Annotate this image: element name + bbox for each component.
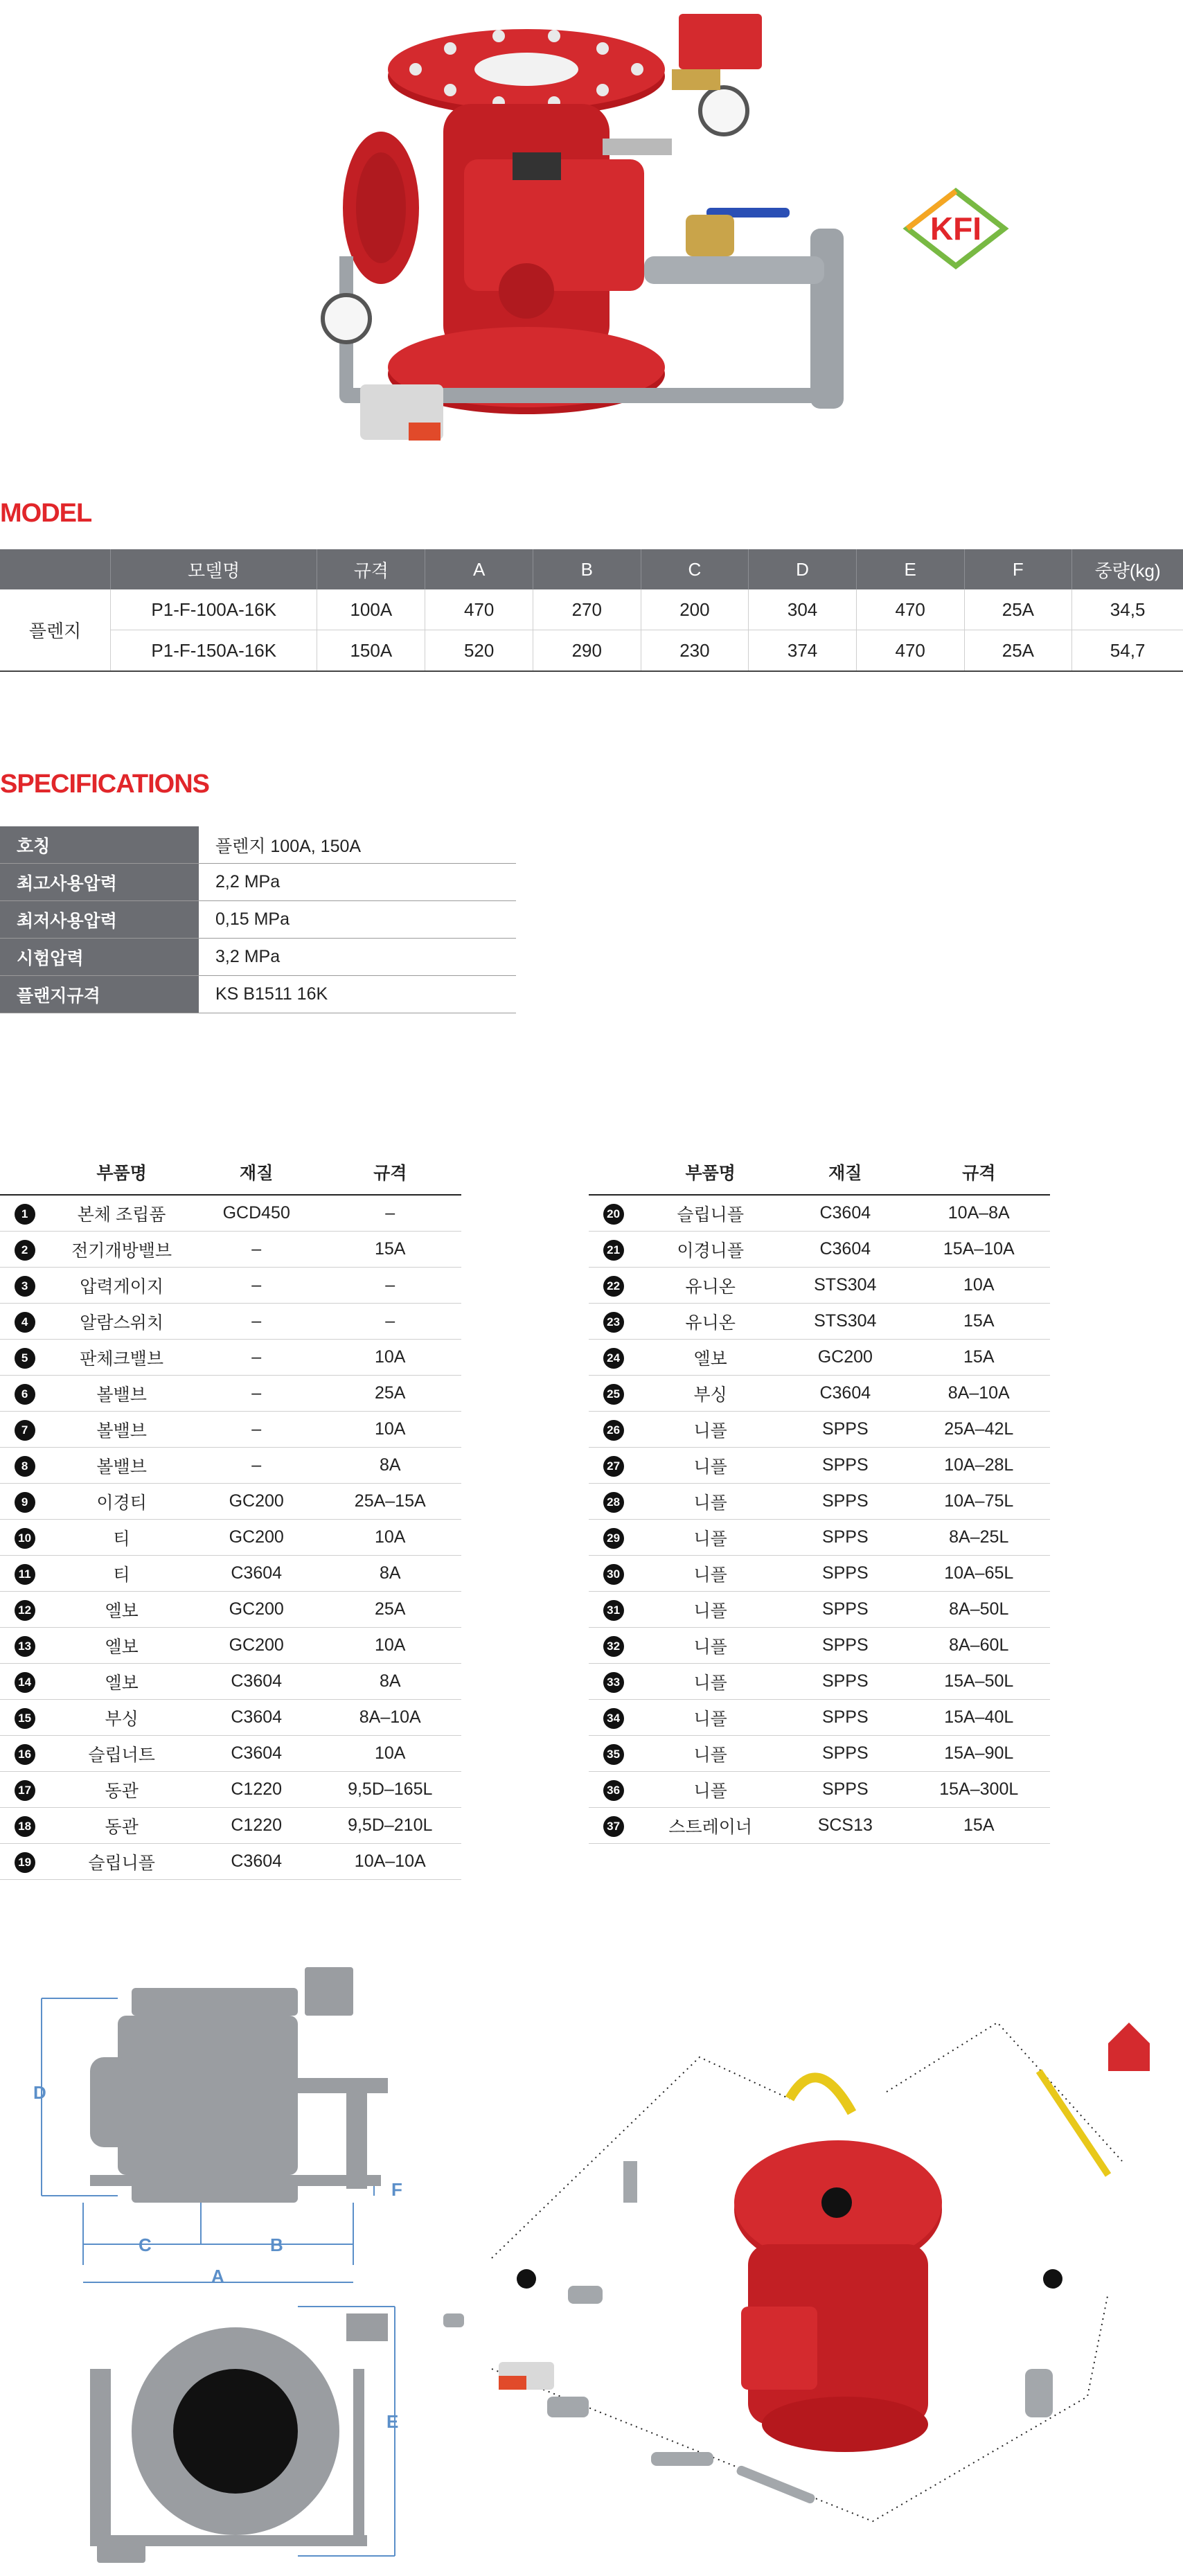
spec-row: [0, 939, 516, 976]
part-number-badge: 14: [15, 1672, 35, 1693]
part-number-cell: [589, 1484, 638, 1520]
part-mat: SPPS: [783, 1592, 907, 1628]
model-cell: P1-F-100A-16K: [111, 589, 317, 630]
part-mat: SPPS: [783, 1412, 907, 1448]
dimension-drawing-side: [28, 1967, 416, 2286]
spec-row: [0, 826, 516, 864]
part-spec: 15A–300L: [908, 1772, 1050, 1808]
part-mat: C1220: [194, 1772, 319, 1808]
part-number-badge: 35: [603, 1744, 624, 1765]
parts-row: [0, 1628, 461, 1664]
part-name: 엘보: [49, 1664, 194, 1700]
parts-row: [0, 1232, 461, 1268]
spec-row: [0, 901, 516, 939]
parts-row: [0, 1736, 461, 1772]
part-name: 티: [49, 1556, 194, 1592]
model-cell: 470: [856, 589, 964, 630]
part-name: 압력게이지: [49, 1268, 194, 1304]
part-number-badge: 32: [603, 1636, 624, 1657]
part-mat: SPPS: [783, 1556, 907, 1592]
part-mat: SPPS: [783, 1664, 907, 1700]
model-header-cell: 규격: [317, 549, 425, 589]
part-mat: C3604: [783, 1195, 907, 1232]
spec-label: 시험압력: [0, 939, 199, 976]
part-name: 전기개방밸브: [49, 1232, 194, 1268]
part-name: 엘보: [638, 1340, 783, 1376]
part-number-badge: 15: [15, 1708, 35, 1729]
part-name: 니플: [638, 1592, 783, 1628]
part-number-cell: [0, 1268, 49, 1304]
parts-header-cell: 규격: [908, 1150, 1050, 1195]
part-number-cell: [0, 1195, 49, 1232]
part-mat: –: [194, 1412, 319, 1448]
spec-row: [0, 976, 516, 1013]
part-number-cell: [0, 1628, 49, 1664]
part-mat: GC200: [194, 1592, 319, 1628]
part-spec: 8A–10A: [319, 1700, 461, 1736]
part-name: 볼밸브: [49, 1448, 194, 1484]
part-name: 니플: [638, 1412, 783, 1448]
parts-table-left: [0, 1150, 461, 1880]
part-name: 유니온: [638, 1304, 783, 1340]
model-cell: 25A: [964, 630, 1072, 672]
part-name: 니플: [638, 1556, 783, 1592]
part-number-cell: [589, 1520, 638, 1556]
parts-row: [589, 1412, 1050, 1448]
spec-row: [0, 864, 516, 901]
model-row: [0, 630, 1183, 672]
part-number-cell: [589, 1664, 638, 1700]
part-name: 부싱: [638, 1376, 783, 1412]
part-number-badge: 9: [15, 1492, 35, 1513]
parts-row: [0, 1268, 461, 1304]
parts-row: [589, 1772, 1050, 1808]
part-mat: SPPS: [783, 1520, 907, 1556]
part-number-badge: 22: [603, 1276, 624, 1297]
spec-label: 플랜지규격: [0, 976, 199, 1013]
spec-value: KS B1511 16K: [199, 976, 516, 1013]
part-mat: C3604: [194, 1700, 319, 1736]
part-name: 니플: [638, 1772, 783, 1808]
part-number-cell: [589, 1700, 638, 1736]
part-mat: –: [194, 1448, 319, 1484]
part-mat: SPPS: [783, 1484, 907, 1520]
dimension-drawing-top: [69, 2286, 429, 2563]
part-number-badge: 28: [603, 1492, 624, 1513]
part-spec: 10A: [319, 1628, 461, 1664]
parts-row: [589, 1520, 1050, 1556]
parts-header-cell: 부품명: [49, 1150, 194, 1195]
parts-row: [0, 1592, 461, 1628]
parts-row: [589, 1700, 1050, 1736]
part-mat: SCS13: [783, 1808, 907, 1844]
parts-row: [589, 1736, 1050, 1772]
part-mat: C3604: [783, 1376, 907, 1412]
part-spec: 15A–90L: [908, 1736, 1050, 1772]
model-cell: 54,7: [1072, 630, 1183, 672]
part-spec: 15A: [908, 1340, 1050, 1376]
part-name: 동관: [49, 1772, 194, 1808]
part-number-badge: 10: [15, 1528, 35, 1549]
parts-header-cell: 재질: [194, 1150, 319, 1195]
part-number-badge: 37: [603, 1816, 624, 1837]
model-cell: 470: [425, 589, 533, 630]
part-mat: GC200: [194, 1484, 319, 1520]
model-group-label: 플렌지: [0, 589, 111, 671]
part-number-badge: 23: [603, 1312, 624, 1333]
part-number-badge: 31: [603, 1600, 624, 1621]
parts-row: [0, 1808, 461, 1844]
part-number-cell: [589, 1556, 638, 1592]
part-name: 니플: [638, 1448, 783, 1484]
parts-row: [0, 1376, 461, 1412]
part-spec: 8A–10A: [908, 1376, 1050, 1412]
part-spec: 10A–65L: [908, 1556, 1050, 1592]
model-header-cell: F: [964, 549, 1072, 589]
parts-row: [589, 1664, 1050, 1700]
part-name: 니플: [638, 1664, 783, 1700]
part-name: 스트레이너: [638, 1808, 783, 1844]
part-spec: 10A–10A: [319, 1844, 461, 1880]
part-name: 엘보: [49, 1628, 194, 1664]
part-spec: 8A–25L: [908, 1520, 1050, 1556]
parts-row: [0, 1772, 461, 1808]
spec-label: 호칭: [0, 826, 199, 864]
part-spec: 8A–60L: [908, 1628, 1050, 1664]
model-cell: 34,5: [1072, 589, 1183, 630]
part-name: 유니온: [638, 1268, 783, 1304]
part-number-badge: 20: [603, 1204, 624, 1225]
parts-header-row: [589, 1150, 1050, 1195]
part-number-cell: [0, 1844, 49, 1880]
parts-row: [589, 1304, 1050, 1340]
part-number-badge: 12: [15, 1600, 35, 1621]
part-number-badge: 6: [15, 1384, 35, 1405]
part-number-badge: 27: [603, 1456, 624, 1477]
part-number-badge: 8: [15, 1456, 35, 1477]
parts-row: [0, 1340, 461, 1376]
parts-header-cell: 재질: [783, 1150, 907, 1195]
part-spec: 25A–15A: [319, 1484, 461, 1520]
part-number-badge: 7: [15, 1420, 35, 1441]
dim-label-d: D: [33, 2082, 46, 2103]
dim-label-a: A: [211, 2266, 224, 2286]
part-number-badge: 1: [15, 1204, 35, 1225]
part-spec: 25A: [319, 1376, 461, 1412]
part-number-badge: 4: [15, 1312, 35, 1333]
model-cell: 270: [533, 589, 641, 630]
part-name: 이경니플: [638, 1232, 783, 1268]
parts-row: [589, 1808, 1050, 1844]
part-mat: SPPS: [783, 1448, 907, 1484]
parts-row: [589, 1484, 1050, 1520]
part-number-cell: [589, 1808, 638, 1844]
part-number-badge: 5: [15, 1348, 35, 1369]
part-number-cell: [0, 1232, 49, 1268]
parts-table-right: [589, 1150, 1050, 1844]
parts-header-cell: 규격: [319, 1150, 461, 1195]
product-image: [298, 0, 880, 471]
part-name: 엘보: [49, 1592, 194, 1628]
spec-value: 3,2 MPa: [199, 939, 516, 976]
part-number-cell: [589, 1304, 638, 1340]
part-spec: 8A: [319, 1664, 461, 1700]
parts-row: [589, 1448, 1050, 1484]
part-name: 본체 조립품: [49, 1195, 194, 1232]
part-number-cell: [0, 1736, 49, 1772]
parts-row: [589, 1195, 1050, 1232]
part-spec: 15A: [908, 1808, 1050, 1844]
parts-row: [0, 1484, 461, 1520]
part-mat: STS304: [783, 1268, 907, 1304]
spec-value: 플렌지 100A, 150A: [199, 826, 516, 864]
part-spec: 8A: [319, 1448, 461, 1484]
specifications-title: SPECIFICATIONS: [0, 770, 209, 799]
part-number-cell: [0, 1484, 49, 1520]
model-table: [0, 549, 1183, 672]
model-header-group: [0, 549, 111, 589]
part-spec: 10A–75L: [908, 1484, 1050, 1520]
model-cell: 25A: [964, 589, 1072, 630]
part-spec: 10A: [319, 1412, 461, 1448]
part-mat: GC200: [194, 1628, 319, 1664]
part-mat: C3604: [194, 1736, 319, 1772]
part-number-cell: [589, 1376, 638, 1412]
parts-row: [0, 1664, 461, 1700]
parts-header-row: [0, 1150, 461, 1195]
part-mat: C3604: [194, 1844, 319, 1880]
model-header-cell: E: [856, 549, 964, 589]
model-header-cell: D: [749, 549, 857, 589]
dim-label-e: E: [386, 2411, 399, 2432]
specifications-table: [0, 826, 516, 1013]
part-name: 티: [49, 1520, 194, 1556]
part-name: 슬립니플: [49, 1844, 194, 1880]
part-number-cell: [589, 1195, 638, 1232]
part-number-badge: 21: [603, 1240, 624, 1261]
spec-label: 최고사용압력: [0, 864, 199, 901]
part-mat: STS304: [783, 1304, 907, 1340]
part-name: 니플: [638, 1520, 783, 1556]
parts-row: [0, 1195, 461, 1232]
part-number-badge: 26: [603, 1420, 624, 1441]
parts-row: [589, 1556, 1050, 1592]
part-spec: 10A: [319, 1736, 461, 1772]
parts-row: [589, 1376, 1050, 1412]
model-cell: 470: [856, 630, 964, 672]
part-number-cell: [0, 1448, 49, 1484]
part-mat: –: [194, 1376, 319, 1412]
part-name: 니플: [638, 1484, 783, 1520]
parts-row: [0, 1844, 461, 1880]
model-header-row: [0, 549, 1183, 589]
part-number-cell: [589, 1628, 638, 1664]
part-name: 볼밸브: [49, 1412, 194, 1448]
part-number-badge: 25: [603, 1384, 624, 1405]
part-spec: –: [319, 1195, 461, 1232]
part-number-badge: 16: [15, 1744, 35, 1765]
part-mat: –: [194, 1268, 319, 1304]
part-spec: 10A–28L: [908, 1448, 1050, 1484]
part-number-badge: 3: [15, 1276, 35, 1297]
part-number-cell: [0, 1304, 49, 1340]
parts-row: [589, 1232, 1050, 1268]
part-number-cell: [589, 1340, 638, 1376]
parts-row: [589, 1592, 1050, 1628]
part-mat: SPPS: [783, 1628, 907, 1664]
model-row: [0, 589, 1183, 630]
part-spec: 10A–8A: [908, 1195, 1050, 1232]
spec-label: 최저사용압력: [0, 901, 199, 939]
part-number-badge: 33: [603, 1672, 624, 1693]
part-number-cell: [589, 1412, 638, 1448]
part-number-cell: [0, 1808, 49, 1844]
dim-label-f: F: [391, 2179, 402, 2200]
parts-row: [0, 1304, 461, 1340]
part-number-badge: 30: [603, 1564, 624, 1585]
part-spec: 15A–50L: [908, 1664, 1050, 1700]
part-name: 슬립니플: [638, 1195, 783, 1232]
model-cell: 520: [425, 630, 533, 672]
part-spec: 15A–10A: [908, 1232, 1050, 1268]
part-number-cell: [589, 1736, 638, 1772]
part-number-badge: 36: [603, 1780, 624, 1801]
model-header-cell: 중량(kg): [1072, 549, 1183, 589]
part-spec: –: [319, 1304, 461, 1340]
part-mat: GC200: [194, 1520, 319, 1556]
part-spec: 9,5D–165L: [319, 1772, 461, 1808]
model-cell: 304: [749, 589, 857, 630]
part-name: 니플: [638, 1628, 783, 1664]
part-spec: 25A: [319, 1592, 461, 1628]
model-cell: 150A: [317, 630, 425, 672]
parts-row: [0, 1448, 461, 1484]
part-name: 슬립너트: [49, 1736, 194, 1772]
part-number-cell: [0, 1340, 49, 1376]
kfi-logo: [900, 187, 1011, 270]
dim-label-b: B: [270, 2235, 283, 2255]
part-number-badge: 2: [15, 1240, 35, 1261]
part-spec: 10A: [908, 1268, 1050, 1304]
part-spec: 25A–42L: [908, 1412, 1050, 1448]
part-name: 이경티: [49, 1484, 194, 1520]
model-cell: 230: [641, 630, 749, 672]
parts-header-cell: 부품명: [638, 1150, 783, 1195]
part-spec: 8A: [319, 1556, 461, 1592]
exploded-view-drawing: [443, 1981, 1183, 2549]
part-number-cell: [589, 1592, 638, 1628]
model-cell: 374: [749, 630, 857, 672]
part-spec: 8A–50L: [908, 1592, 1050, 1628]
model-header-cell: 모델명: [111, 549, 317, 589]
part-mat: –: [194, 1340, 319, 1376]
parts-row: [589, 1268, 1050, 1304]
kfi-logo-text: KFI: [930, 211, 982, 247]
model-cell: 100A: [317, 589, 425, 630]
part-name: 알람스위치: [49, 1304, 194, 1340]
part-number-cell: [0, 1376, 49, 1412]
part-number-cell: [589, 1268, 638, 1304]
part-mat: C3604: [194, 1556, 319, 1592]
model-cell: 290: [533, 630, 641, 672]
part-number-cell: [589, 1448, 638, 1484]
part-number-cell: [0, 1520, 49, 1556]
part-mat: SPPS: [783, 1700, 907, 1736]
parts-row: [0, 1556, 461, 1592]
part-number-cell: [0, 1412, 49, 1448]
dim-label-c: C: [139, 2235, 152, 2255]
model-cell: P1-F-150A-16K: [111, 630, 317, 672]
part-mat: GC200: [783, 1340, 907, 1376]
parts-row: [0, 1520, 461, 1556]
model-header-cell: A: [425, 549, 533, 589]
part-mat: GCD450: [194, 1195, 319, 1232]
part-name: 부싱: [49, 1700, 194, 1736]
part-number-badge: 11: [15, 1564, 35, 1585]
part-name: 니플: [638, 1736, 783, 1772]
parts-row: [589, 1628, 1050, 1664]
parts-row: [0, 1412, 461, 1448]
part-name: 니플: [638, 1700, 783, 1736]
part-number-cell: [0, 1772, 49, 1808]
part-mat: –: [194, 1232, 319, 1268]
part-number-cell: [0, 1556, 49, 1592]
part-name: 판체크밸브: [49, 1340, 194, 1376]
parts-row: [589, 1340, 1050, 1376]
model-header-cell: C: [641, 549, 749, 589]
spec-value: 0,15 MPa: [199, 901, 516, 939]
model-header-cell: B: [533, 549, 641, 589]
part-spec: 15A: [908, 1304, 1050, 1340]
model-title: MODEL: [0, 499, 92, 528]
part-number-cell: [589, 1232, 638, 1268]
part-mat: C1220: [194, 1808, 319, 1844]
part-mat: –: [194, 1304, 319, 1340]
part-mat: C3604: [194, 1664, 319, 1700]
part-number-badge: 18: [15, 1816, 35, 1837]
part-number-cell: [0, 1664, 49, 1700]
part-number-badge: 17: [15, 1780, 35, 1801]
spec-value: 2,2 MPa: [199, 864, 516, 901]
part-number-badge: 34: [603, 1708, 624, 1729]
model-cell: 200: [641, 589, 749, 630]
parts-row: [0, 1700, 461, 1736]
part-spec: 10A: [319, 1340, 461, 1376]
part-number-badge: 29: [603, 1528, 624, 1549]
part-number-badge: 24: [603, 1348, 624, 1369]
part-name: 동관: [49, 1808, 194, 1844]
part-mat: C3604: [783, 1232, 907, 1268]
part-spec: –: [319, 1268, 461, 1304]
part-spec: 9,5D–210L: [319, 1808, 461, 1844]
part-spec: 15A: [319, 1232, 461, 1268]
part-number-cell: [0, 1592, 49, 1628]
part-mat: SPPS: [783, 1736, 907, 1772]
part-number-badge: 19: [15, 1852, 35, 1873]
part-spec: 15A–40L: [908, 1700, 1050, 1736]
part-number-cell: [589, 1772, 638, 1808]
part-spec: 10A: [319, 1520, 461, 1556]
part-name: 볼밸브: [49, 1376, 194, 1412]
part-number-cell: [0, 1700, 49, 1736]
part-number-badge: 13: [15, 1636, 35, 1657]
part-mat: SPPS: [783, 1772, 907, 1808]
